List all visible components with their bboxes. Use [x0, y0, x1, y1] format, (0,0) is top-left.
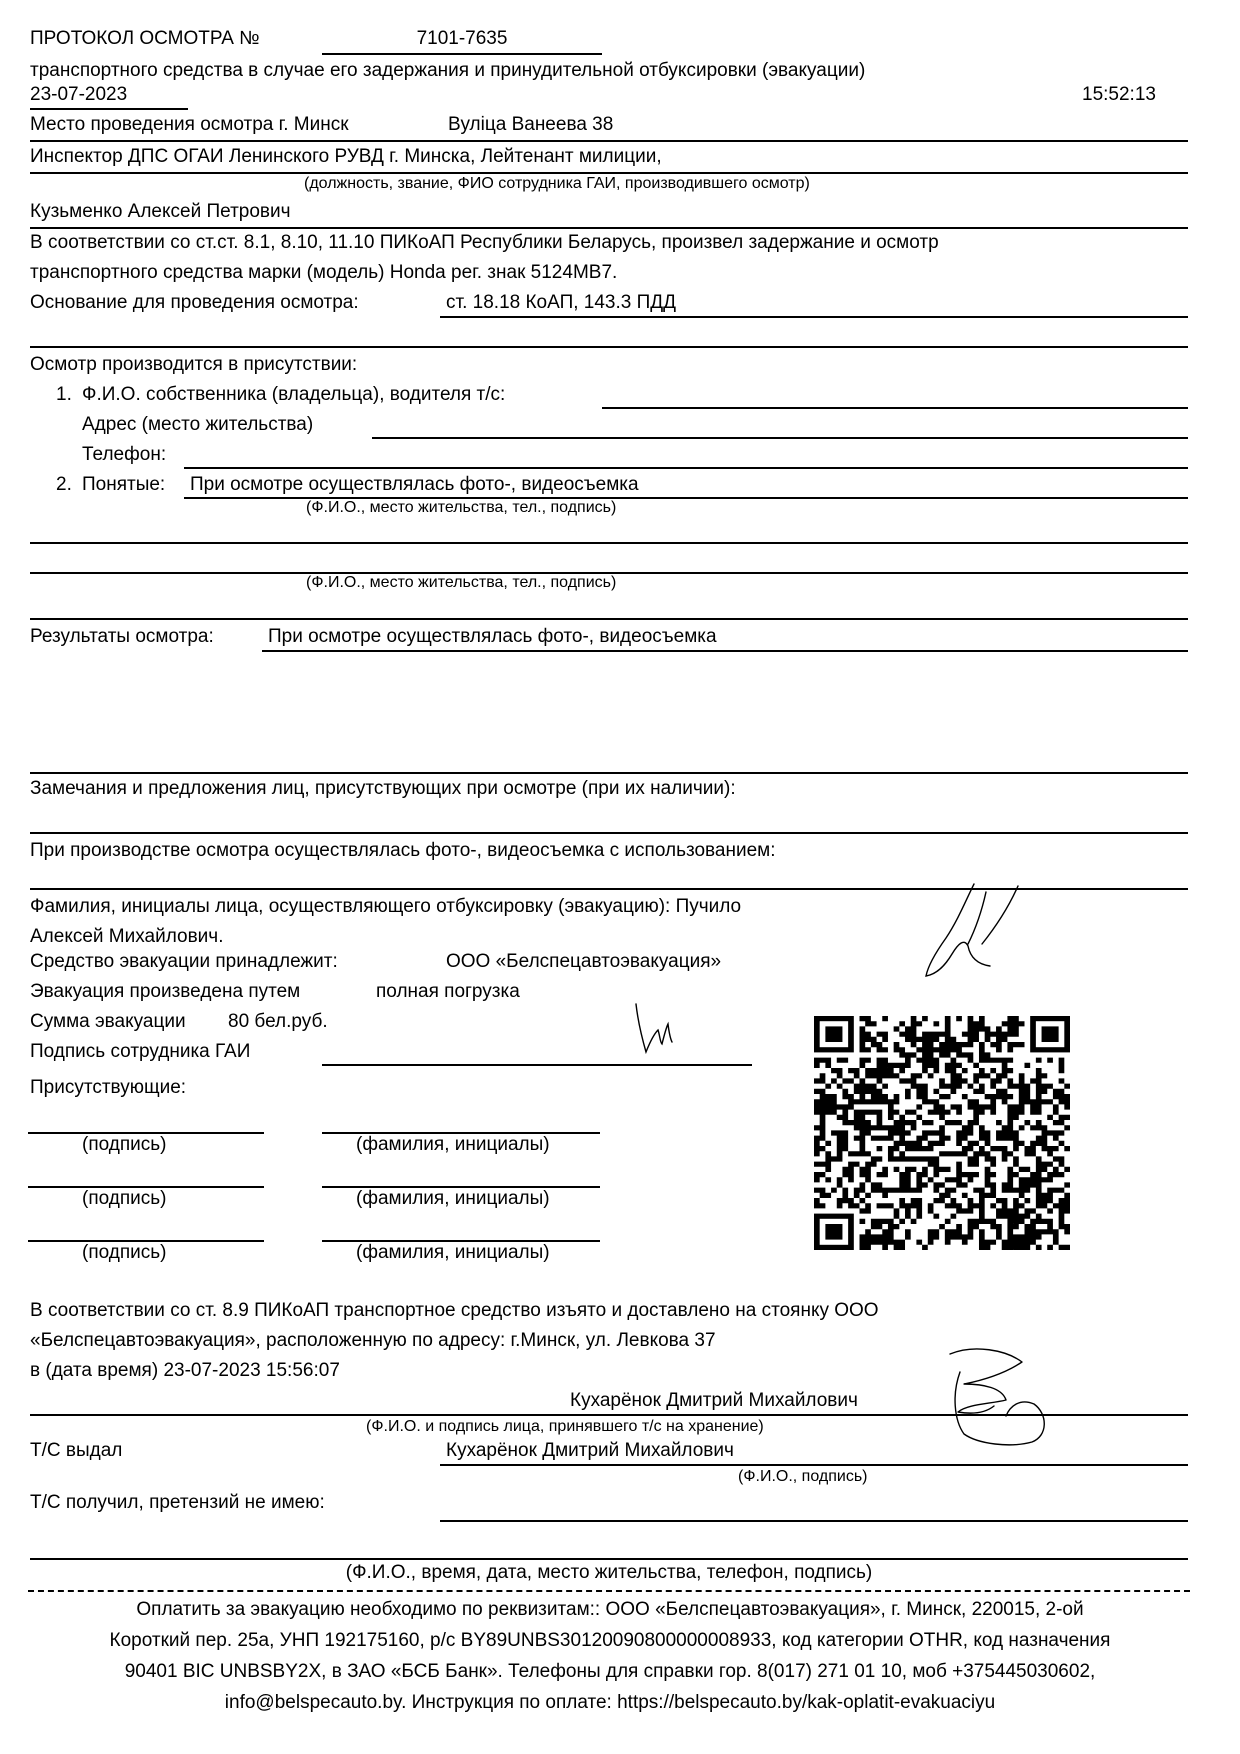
- receiver-signature: [944, 1344, 1064, 1454]
- sum-label: Сумма эвакуации: [30, 1011, 186, 1032]
- payment-line2: Короткий пер. 25а, УНП 192175160, р/с BY89UNBS30120090800000008933, код категории OTHR, код назначения: [109, 1630, 1111, 1651]
- place-value: Вуліца Ванеева 38: [448, 114, 614, 135]
- final-line: [30, 1558, 1188, 1560]
- final-caption: (Ф.И.О., время, дата, место жительства, телефон, подпись): [345, 1562, 873, 1583]
- place-label: Место проведения осмотра г. Минск: [30, 114, 349, 135]
- payment-line1: Оплатить за эвакуацию необходимо по реквизитам:: ООО «Белспецавтоэвакуация», г. Минск, 220015, 2-ой: [136, 1599, 1084, 1620]
- results-divider: [30, 772, 1188, 774]
- phone-label: Телефон:: [82, 444, 167, 465]
- inspector-name: Кузьменко Алексей Петрович: [30, 201, 291, 222]
- payment-line3: 90401 BIC UNBSBY2X, в ЗАО «БСБ Банк». Телефоны для справки гор. 8(017) 271 01 10, моб +375445030602,: [124, 1661, 1096, 1682]
- payment-qr-code: [814, 1016, 1070, 1250]
- inspector-caption: (должность, звание, ФИО сотрудника ГАИ, производившего осмотр): [304, 175, 810, 192]
- inspector-signature: [632, 998, 682, 1058]
- issued-value: Кухарёнок Дмитрий Михайлович: [446, 1440, 734, 1461]
- payment-line4: info@belspecauto.by. Инструкция по оплате: https://belspecauto.by/kak-oplatit-evakuaciyu: [224, 1692, 996, 1713]
- presence-item2-num: 2.: [56, 474, 72, 495]
- gai-signature-label: Подпись сотрудника ГАИ: [30, 1041, 251, 1062]
- presence-divider: [30, 618, 1188, 620]
- remarks-label: Замечания и предложения лиц, присутствующих при осмотре (при их наличии):: [30, 778, 736, 799]
- attendee1-name-caption: (фамилия, инициалы): [356, 1134, 550, 1155]
- transfer-line3: в (дата время) 23-07-2023 15:56:07: [30, 1360, 340, 1381]
- presence-label: Осмотр производится в присутствии:: [30, 354, 358, 375]
- results-label: Результаты осмотра:: [30, 626, 214, 647]
- witnesses-caption-2: (Ф.И.О., место жительства, тел., подпись): [306, 574, 617, 591]
- photo-label: При производстве осмотра осуществлялась фото-, видеосъемка с использованием:: [30, 840, 776, 861]
- inspector-line: Инспектор ДПС ОГАИ Ленинского РУВД г. Минска, Лейтенант милиции,: [30, 146, 662, 167]
- issued-caption: (Ф.И.О., подпись): [738, 1468, 868, 1485]
- presence-item1-num: 1.: [56, 384, 72, 405]
- witnesses-label: Понятые:: [82, 474, 166, 495]
- reason-underline: [440, 316, 1188, 318]
- protocol-title: ПРОТОКОЛ ОСМОТРА №: [30, 28, 260, 49]
- gai-signature-line: [322, 1064, 752, 1066]
- witnesses-line-2: [30, 542, 1188, 544]
- inspector-name-underline: [30, 227, 1188, 229]
- presence-item1: Ф.И.О. собственника (владельца), водителя т/с:: [82, 384, 506, 405]
- reason-value: ст. 18.18 КоАП, 143.3 ПДД: [446, 292, 677, 313]
- witnesses-caption-1: (Ф.И.О., место жительства, тел., подпись): [306, 499, 617, 516]
- attendees-label: Присутствующие:: [30, 1077, 187, 1098]
- receiver-name: Кухарёнок Дмитрий Михайлович: [570, 1390, 858, 1411]
- method-label: Эвакуация произведена путем: [30, 981, 301, 1002]
- basis-line2: транспортного средства марки (модель) Honda рег. знак 5124МВ7.: [30, 262, 618, 283]
- attendee1-sign-caption: (подпись): [82, 1134, 167, 1155]
- protocol-date: 23-07-2023: [30, 84, 128, 105]
- date-underline: [30, 108, 188, 110]
- protocol-time: 15:52:13: [1082, 84, 1156, 105]
- protocol-number: 7101-7635: [416, 28, 508, 49]
- attendee3-name-caption: (фамилия, инициалы): [356, 1242, 550, 1263]
- transfer-line2: «Белспецавтоэвакуация», расположенную по адресу: г.Минск, ул. Левкова 37: [30, 1330, 716, 1351]
- cut-line: [28, 1590, 1190, 1592]
- protocol-subtitle: транспортного средства в случае его задержания и принудительной отбуксировки (эвакуации): [30, 60, 866, 81]
- phone-field-line: [184, 467, 1188, 469]
- transfer-line1: В соответствии со ст. 8.9 ПИКоАП транспортное средство изъято и доставлено на стоянку ООО: [30, 1300, 879, 1321]
- number-underline: [322, 53, 602, 55]
- witnesses-value: При осмотре осуществлялась фото-, видеосъемка: [190, 474, 639, 495]
- remarks-divider: [30, 832, 1188, 834]
- results-value: При осмотре осуществлялась фото-, видеосъемка: [268, 626, 717, 647]
- received-label: Т/С получил, претензий не имею:: [30, 1492, 325, 1513]
- address-field-line: [372, 437, 1188, 439]
- sum-value: 80 бел.руб.: [228, 1011, 328, 1032]
- issued-label: Т/С выдал: [30, 1440, 123, 1461]
- evacuator-person-line1: Фамилия, инициалы лица, осуществляющего отбуксировку (эвакуацию): Пучило: [30, 896, 742, 917]
- results-underline: [262, 650, 1188, 652]
- owner-field-line: [602, 407, 1188, 409]
- reason-label: Основание для проведения осмотра:: [30, 292, 359, 313]
- basis-divider: [30, 346, 1188, 348]
- attendee2-name-caption: (фамилия, инициалы): [356, 1188, 550, 1209]
- evacuator-signature: [914, 880, 1024, 990]
- received-underline: [440, 1520, 1188, 1522]
- attendee3-sign-caption: (подпись): [82, 1242, 167, 1263]
- attendee2-sign-caption: (подпись): [82, 1188, 167, 1209]
- receiver-caption: (Ф.И.О. и подпись лица, принявшего т/с на хранение): [366, 1418, 764, 1435]
- method-value: полная погрузка: [376, 981, 520, 1002]
- basis-line1: В соответствии со ст.ст. 8.1, 8.10, 11.10 ПИКоАП Республики Беларусь, произвел задержание и осмотр: [30, 232, 939, 253]
- address-label: Адрес (место жительства): [82, 414, 314, 435]
- owner-value: ООО «Белспецавтоэвакуация»: [446, 951, 722, 972]
- owner-label: Средство эвакуации принадлежит:: [30, 951, 338, 972]
- place-underline: [30, 140, 1188, 142]
- evacuator-person-line2: Алексей Михайлович.: [30, 926, 224, 947]
